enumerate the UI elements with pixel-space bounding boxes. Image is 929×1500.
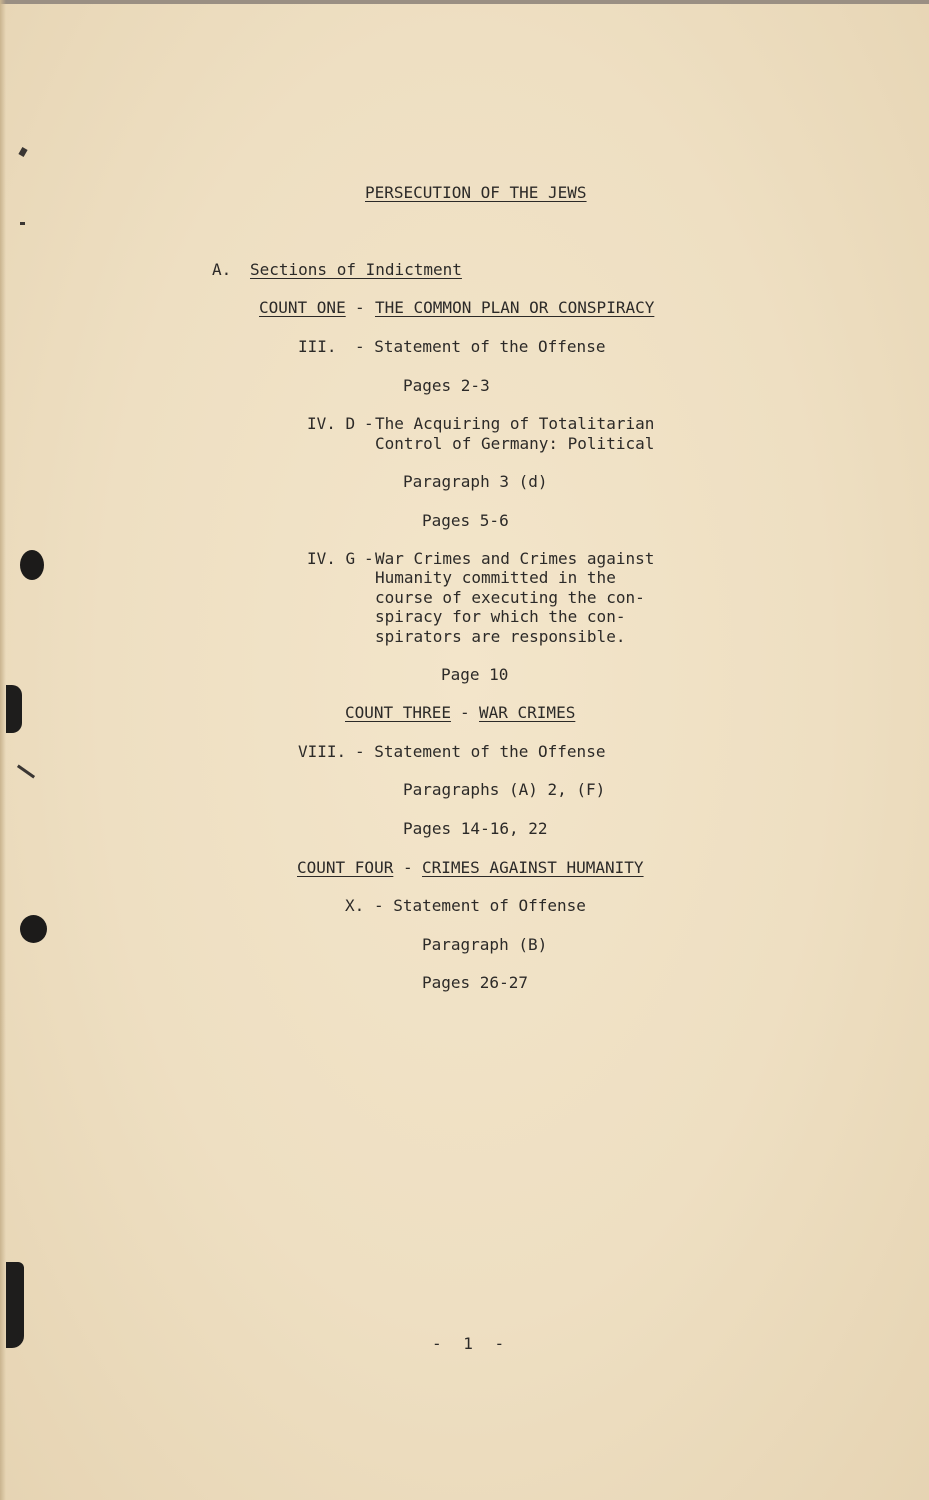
count-one-title: THE COMMON PLAN OR CONSPIRACY [375, 298, 655, 317]
page-number: - 1 - [432, 1334, 511, 1353]
margin-mark-2 [17, 765, 35, 779]
entry-iv-g-line1: War Crimes and Crimes against [375, 549, 655, 568]
count-one-dash: - [355, 298, 365, 317]
entry-iii-text: - Statement of the Offense [355, 337, 606, 356]
entry-iv-g-dash: - [364, 549, 374, 568]
entry-iv-g-number: IV. G [307, 549, 356, 568]
punch-hole-2 [20, 915, 47, 943]
entry-x-text: - Statement of Offense [374, 896, 586, 915]
entry-iii-number: III. [298, 337, 337, 356]
entry-iv-d-number: IV. D [307, 414, 356, 433]
margin-mark-1 [18, 147, 27, 157]
entry-viii-paragraphs: Paragraphs (A) 2, (F) [403, 780, 606, 799]
top-edge [0, 0, 929, 4]
binding-clip-2 [6, 1262, 24, 1348]
entry-iv-d-line2: Control of Germany: Political [375, 434, 655, 453]
margin-mark-3 [20, 222, 25, 225]
count-four-label: COUNT FOUR [297, 858, 394, 877]
entry-x-paragraph: Paragraph (B) [422, 935, 548, 954]
count-three-label: COUNT THREE [345, 703, 451, 722]
count-three-dash: - [460, 703, 470, 722]
entry-x-pages: Pages 26-27 [422, 973, 528, 992]
entry-iii-pages: Pages 2-3 [403, 376, 490, 395]
entry-iv-g-line4: spiracy for which the con- [375, 607, 626, 626]
count-three-title: WAR CRIMES [479, 703, 576, 722]
entry-iv-g-line3: course of executing the con- [375, 588, 645, 607]
section-marker: A. [212, 260, 232, 279]
count-four-dash: - [403, 858, 413, 877]
entry-viii-text: - Statement of the Offense [355, 742, 606, 761]
entry-viii-number: VIII. [298, 742, 347, 761]
entry-iv-g-line2: Humanity committed in the [375, 568, 616, 587]
entry-iv-g-line5: spirators are responsible. [375, 627, 626, 646]
document-title: PERSECUTION OF THE JEWS [365, 183, 587, 202]
punch-hole-1 [20, 550, 44, 580]
entry-iv-d-line1: The Acquiring of Totalitarian [375, 414, 655, 433]
entry-iv-d-paragraph: Paragraph 3 (d) [403, 472, 548, 491]
count-four-title: CRIMES AGAINST HUMANITY [422, 858, 644, 877]
entry-viii-pages: Pages 14-16, 22 [403, 819, 548, 838]
entry-iv-g-pages: Page 10 [441, 665, 509, 684]
count-one-label: COUNT ONE [259, 298, 346, 317]
entry-x-number: X. [345, 896, 365, 915]
entry-iv-d-dash: - [364, 414, 374, 433]
binding-clip-1 [6, 685, 22, 733]
entry-iv-d-pages: Pages 5-6 [422, 511, 509, 530]
section-heading: Sections of Indictment [250, 260, 462, 279]
